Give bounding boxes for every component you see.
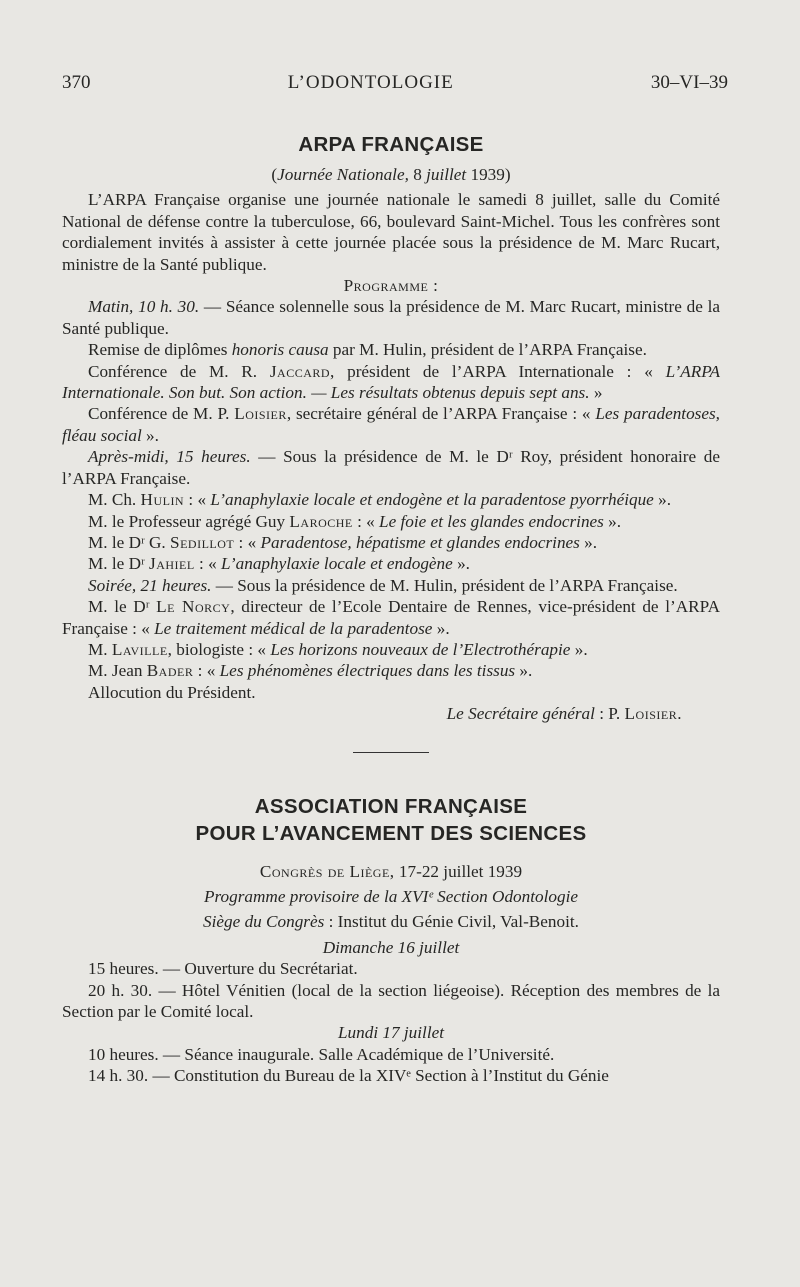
running-header: [62, 72, 728, 94]
issue-date: 30–VI–39: [650, 72, 728, 93]
talk-laville: M. Laville, biologiste : « Les horizons nouveaux de l’Electrothérapie ».: [88, 639, 588, 659]
programme-label: Programme :: [343, 276, 439, 296]
congress-line: Congrès de Liège, 17-22 juillet 1939: [259, 861, 523, 881]
page-number: 370: [62, 72, 91, 93]
section1-title: ARPA FRANÇAISE: [298, 133, 484, 156]
evening-session: Soirée, 21 heures. — Sous la présidence de M. Hulin, président de l’ARPA Française.: [88, 575, 678, 595]
programme-line: Programme provisoire de la XVIᵉ Section Odontologie: [204, 886, 578, 906]
talk-le-norcy: M. le Dʳ Le Norcy, directeur de l’Ecole Dentaire de Rennes, vice-président de l’ARPA Française : « Le traitement médical de la paradentose ».: [62, 597, 720, 638]
sunday-item-2: 20 h. 30. — Hôtel Vénitien (local de la section liégeoise). Réception des membres de la Section par le Comité local.: [62, 980, 720, 1021]
conference-loisier: Conférence de M. P. Loisier, secrétaire général de l’ARPA Française : « Les paradentoses, fléau social ».: [62, 404, 720, 445]
morning-session: Matin, 10 h. 30. — Séance solennelle sous la présidence de M. Marc Rucart, ministre de la Santé publique.: [62, 297, 720, 338]
monday-item-1: 10 heures. — Séance inaugurale. Salle Académique de l’Université.: [88, 1044, 555, 1064]
monday-item-2: 14 h. 30. — Constitution du Bureau de la XIVᵉ Section à l’Institut du Génie: [88, 1066, 609, 1086]
afternoon-session: Après-midi, 15 heures. — Sous la présidence de M. le Dʳ Roy, président honoraire de l’ARPA Française.: [62, 447, 721, 488]
talk-laroche: M. le Professeur agrégé Guy Laroche : « Le foie et les glandes endocrines ».: [88, 511, 622, 531]
conference-jaccard: Conférence de M. R. Jaccard, président de l’ARPA Internationale : « L’ARPA Internationale. Son but. Son action. — Les résultats obtenus depuis sept ans. »: [62, 361, 720, 403]
section2-title-line2: POUR L’AVANCEMENT DES SCIENCES: [195, 821, 587, 845]
day-heading-sunday: Dimanche 16 juillet: [322, 937, 460, 957]
signature: Le Secrétaire général : P. Loisier.: [446, 704, 682, 724]
main-content: [62, 132, 720, 1087]
sunday-item-1: 15 heures. — Ouverture du Secrétariat.: [88, 959, 358, 979]
journal-title: L’ODONTOLOGIE: [287, 72, 454, 93]
day-heading-monday: Lundi 17 juillet: [338, 1023, 444, 1043]
closing-address: Allocution du Président.: [88, 682, 256, 702]
congress-seat: Siège du Congrès : Institut du Génie Civil, Val-Benoit.: [203, 912, 579, 932]
talk-bader: M. Jean Bader : « Les phénomènes électriques dans les tissus ».: [88, 661, 533, 681]
intro-paragraph: L’ARPA Française organise une journée nationale le samedi 8 juillet, salle du Comité National de défense contre la tuberculose, 66, boulevard Saint-Michel. Tous les confrères sont cordialement invités à assister à cette journée placée sous la présidence de M. Marc Rucart, ministre de la Santé publique.: [62, 190, 720, 274]
section1-subtitle: (Journée Nationale, 8 juillet 1939): [271, 165, 511, 184]
talk-jahiel: M. le Dʳ Jahiel : « L’anaphylaxie locale et endogène ».: [88, 554, 470, 574]
talk-hulin: M. Ch. Hulin : « L’anaphylaxie locale et endogène et la paradentose pyorrhéique ».: [88, 490, 671, 510]
section2-title-line1: ASSOCIATION FRANÇAISE: [254, 794, 528, 818]
diplomas: Remise de diplômes honoris causa par M. Hulin, président de l’ARPA Française.: [88, 340, 647, 360]
section-divider: [353, 752, 429, 753]
talk-sedillot: M. le Dʳ G. Sedillot : « Paradentose, hépatisme et glandes endocrines ».: [88, 532, 598, 552]
